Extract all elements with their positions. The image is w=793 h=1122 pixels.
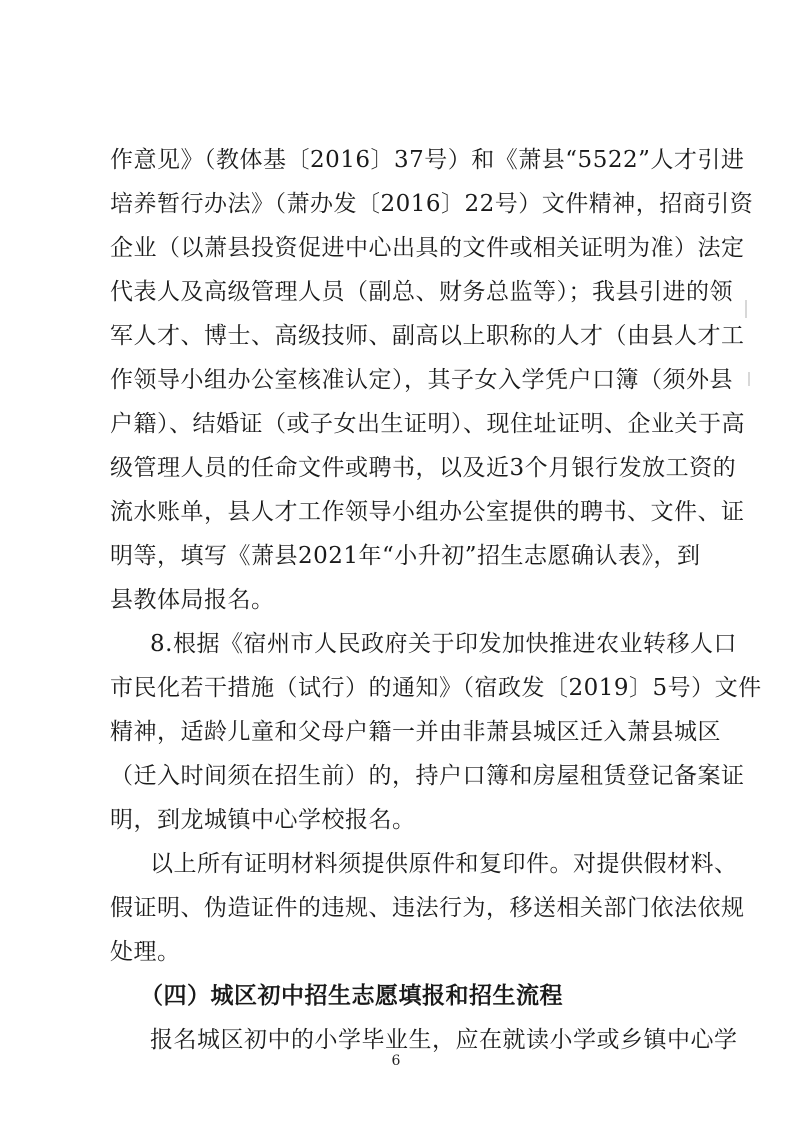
body-line-8: 级管理人员的任命文件或聘书，以及近3个月银行发放工资的 bbox=[110, 455, 737, 481]
paragraph-8-line-3: 精神，适龄儿童和父母户籍一并由非萧县城区迁入萧县城区 bbox=[110, 719, 721, 745]
body-line-11: 县教体局报名。 bbox=[110, 587, 275, 613]
materials-note-line-2: 假证明、伪造证件的违规、违法行为，移送相关部门依法依规 bbox=[110, 895, 745, 921]
paragraph-8-line-4: （迁入时间须在招生前）的，持户口簿和房屋租赁登记备案证 bbox=[110, 763, 745, 789]
page-number: 6 bbox=[391, 1053, 401, 1069]
final-paragraph-line-1: 报名城区初中的小学毕业生，应在就读小学或乡镇中心学 bbox=[150, 1027, 738, 1053]
scan-artifact bbox=[748, 372, 750, 386]
materials-note-line-1: 以上所有证明材料须提供原件和复印件。对提供假材料、 bbox=[150, 851, 738, 877]
body-line-10: 明等，填写《萧县2021年“小升初”招生志愿确认表》，到 bbox=[110, 543, 701, 569]
body-line-3: 企业（以萧县投资促进中心出具的文件或相关证明为准）法定 bbox=[110, 235, 745, 261]
body-line-6: 作领导小组办公室核准认定），其子女入学凭户口簿（须外县 bbox=[110, 367, 733, 393]
materials-note-line-3: 处理。 bbox=[110, 939, 181, 965]
paragraph-8-line-2: 市民化若干措施（试行）的通知》（宿政发〔2019〕5号）文件 bbox=[110, 675, 762, 701]
paragraph-8-line-1: 8.根据《宿州市人民政府关于印发加快推进农业转移人口 bbox=[150, 631, 737, 657]
body-line-9: 流水账单，县人才工作领导小组办公室提供的聘书、文件、证 bbox=[110, 499, 745, 525]
scan-artifact bbox=[745, 300, 747, 318]
body-line-5: 军人才、博士、高级技师、副高以上职称的人才（由县人才工 bbox=[110, 323, 745, 349]
paragraph-8-line-5: 明，到龙城镇中心学校报名。 bbox=[110, 807, 416, 833]
body-line-2: 培养暂行办法》（萧办发〔2016〕22号）文件精神，招商引资 bbox=[110, 191, 754, 217]
section-heading: （四）城区初中招生志愿填报和招生流程 bbox=[140, 982, 563, 1009]
body-line-7: 户籍）、结婚证（或子女出生证明）、现住址证明、企业关于高 bbox=[110, 411, 745, 437]
body-line-4: 代表人及高级管理人员（副总、财务总监等）；我县引进的领 bbox=[110, 279, 733, 305]
body-line-1: 作意见》（教体基〔2016〕37号）和《萧县“5522”人才引进 bbox=[110, 147, 745, 173]
